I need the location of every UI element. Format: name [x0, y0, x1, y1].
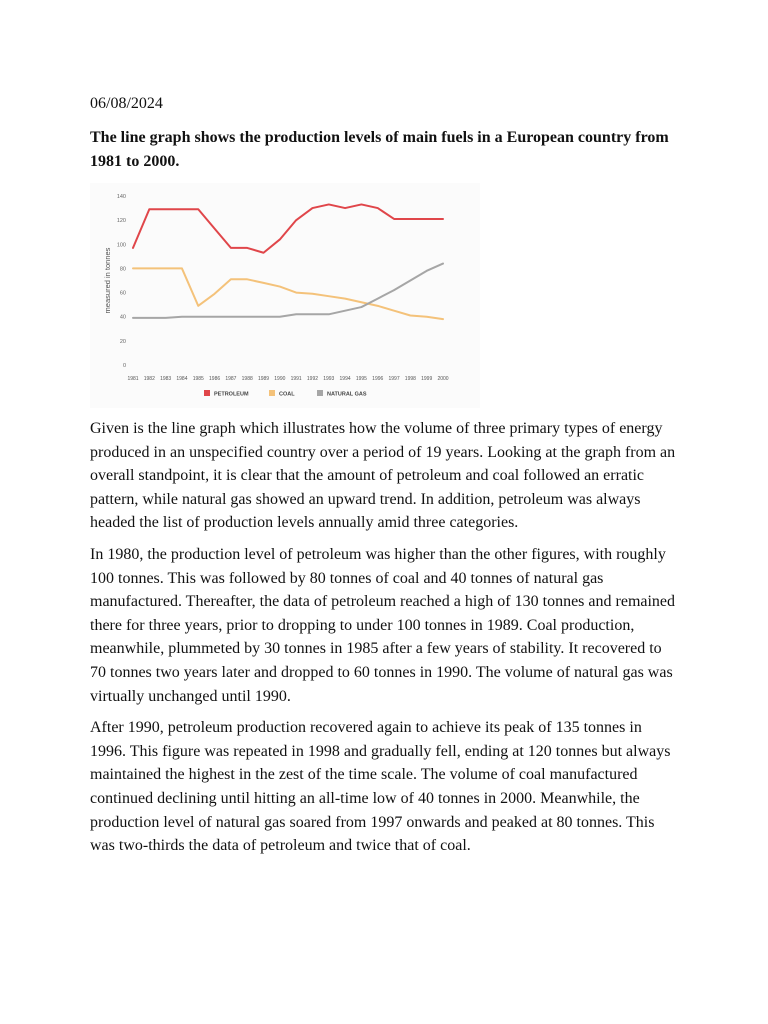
legend-swatch-coal: [269, 390, 275, 396]
x-tick-label: 1986: [209, 376, 221, 382]
x-tick-label: 1990: [274, 376, 286, 382]
y-tick-label: 0: [122, 363, 126, 369]
x-tick-label: 1993: [323, 376, 335, 382]
x-tick-label: 1985: [192, 376, 204, 382]
y-axis-label: measured in tonnes: [103, 247, 112, 314]
legend-swatch-natural-gas: [317, 390, 323, 396]
x-tick-label: 1983: [160, 376, 172, 382]
y-tick-label: 100: [116, 242, 126, 249]
series-line-coal: [133, 268, 443, 319]
x-tick-label: 1987: [225, 376, 237, 382]
x-tick-label: 1994: [339, 376, 351, 382]
x-tick-label: 1998: [404, 376, 416, 382]
document-date: 06/08/2024: [90, 95, 163, 112]
x-tick-label: 1997: [388, 376, 400, 382]
x-tick-label: 1995: [355, 376, 367, 382]
x-tick-label: 1982: [143, 376, 155, 382]
legend-label-natural-gas: NATURAL GAS: [327, 391, 367, 398]
document-heading: The line graph shows the production levels of main fuels in a European country from 1981 to 2000.: [90, 129, 669, 170]
legend-swatch-petroleum: [204, 390, 210, 396]
line-chart-svg: [90, 183, 480, 408]
legend-label-coal: COAL: [279, 391, 295, 398]
y-tick-label: 20: [119, 338, 126, 345]
x-tick-label: 2000: [437, 376, 449, 382]
series-line-natural-gas: [133, 264, 443, 318]
y-tick-label: 60: [119, 290, 126, 297]
x-tick-label: 1981: [127, 376, 139, 382]
x-tick-label: 1999: [421, 376, 433, 382]
series-line-petroleum: [133, 204, 443, 252]
x-tick-label: 1996: [372, 376, 384, 382]
paragraph-first-period: In 1980, the production level of petroleum was higher than the other figures, with roughly 100 tonnes. This was followed by 80 tonnes of coal and 40 tonnes of natural gas manufactured. Thereafter, the data of petroleum reached a high of 130 tonnes and remained there for three years, prior to dropping to under 100 tonnes in 1989. Coal production, meanwhile, plummeted by 30 tonnes in 1985 after a few years of stability. It recovered to 70 tonnes two years later and dropped to 60 tonnes in 1990. The volume of natural gas was virtually unchanged until 1990.: [90, 545, 676, 705]
x-tick-label: 1988: [241, 376, 253, 382]
x-tick-label: 1984: [176, 376, 188, 382]
y-tick-label: 120: [116, 218, 126, 225]
document-page: [90, 92, 680, 866]
paragraph-second-period: After 1990, petroleum production recovered again to achieve its peak of 135 tonnes in 1996. This figure was repeated in 1998 and gradually fell, ending at 120 tonnes but always maintained the highest in the zest of the time scale. The volume of coal manufactured continued declining until hitting an all-time low of 40 tonnes in 2000. Meanwhile, the production level of natural gas soared from 1997 onwards and peaked at 80 tonnes. This was two-thirds the data of petroleum and twice that of coal.: [90, 719, 671, 855]
y-tick-label: 40: [119, 314, 126, 321]
y-tick-label: 140: [116, 194, 126, 200]
paragraph-overview: Given is the line graph which illustrates how the volume of three primary types of energy produced in an unspecified country over a period of 19 years. Looking at the graph from an overall standpoint, it is clear that the amount of petroleum and coal followed an erratic pattern, while natural gas showed an upward trend. In addition, petroleum was always headed the list of production levels annually amid three categories.: [90, 420, 676, 532]
y-tick-label: 80: [119, 266, 126, 273]
x-tick-label: 1989: [257, 376, 270, 382]
legend-label-petroleum: PETROLEUM: [214, 391, 249, 398]
x-tick-label: 1992: [306, 376, 319, 382]
x-tick-label: 1991: [290, 376, 302, 382]
line-chart: [90, 183, 480, 408]
